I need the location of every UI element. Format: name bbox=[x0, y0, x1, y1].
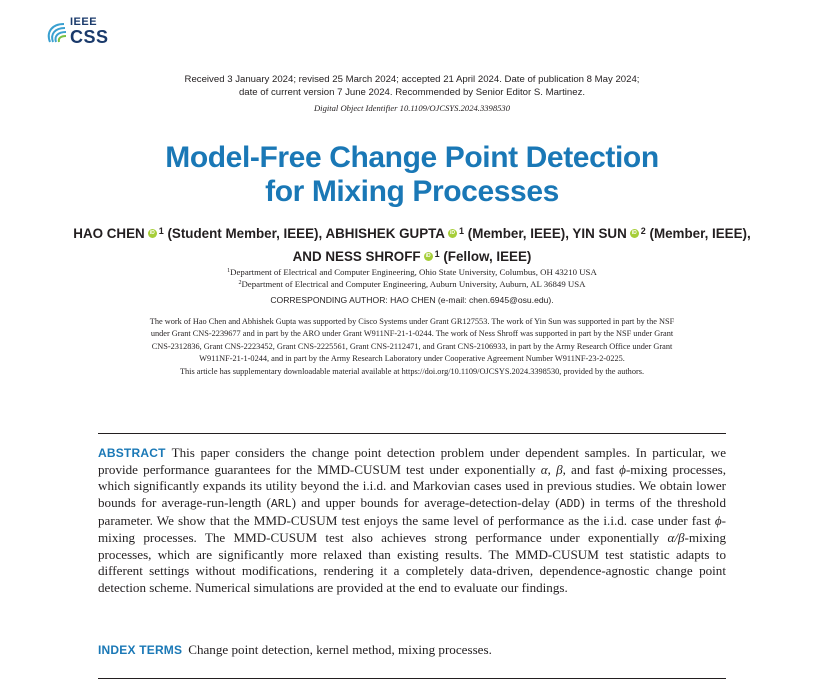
author-role: (Fellow, IEEE) bbox=[443, 249, 532, 264]
abstract-text: , bbox=[547, 461, 557, 477]
funding-line: CNS-2312836, Grant CNS-2223452, Grant CNS-2225561, Grant CNS-2112471, and Grant CNS-2106933, in part by the Army Research Office under Grant bbox=[151, 341, 673, 351]
orcid-icon[interactable]: iD bbox=[149, 230, 155, 236]
orcid-icon[interactable]: iD bbox=[631, 230, 637, 236]
symbol-alpha-beta: α/β bbox=[667, 529, 685, 545]
affiliation-text: Department of Electrical and Computer Engineering, Auburn University, Auburn, AL 36849 USA bbox=[241, 279, 586, 289]
index-terms-label: INDEX TERMS bbox=[98, 643, 183, 657]
affiliations bbox=[0, 266, 824, 290]
received-dates bbox=[0, 73, 824, 99]
divider-bottom bbox=[98, 678, 726, 679]
symbol-phi: ϕ bbox=[714, 513, 722, 529]
author-affil-num: 2 bbox=[640, 226, 646, 236]
funding-line: This article has supplementary downloadable material available at https://doi.org/10.1109/OJCSYS.2024.3398530, provided by the authors. bbox=[179, 366, 645, 376]
author-name: YIN SUN bbox=[572, 226, 627, 241]
corresponding-author: CORRESPONDING AUTHOR: HAO CHEN (e-mail: chen.6945@osu.edu). bbox=[270, 295, 554, 305]
author-list bbox=[30, 221, 794, 267]
logo-text-css: CSS bbox=[70, 27, 109, 47]
abstract-text: -mixing processes, which are significantly more relaxed than existing results. The MMD-CUSUM test statistic adapts to different settings without modifications, rendering it a completely data-driven, dependence-agnostic change point detection scheme. Numerical simulations are provided at the end to evaluate our findings. bbox=[98, 529, 726, 595]
title-line-1: Model-Free Change Point Detection bbox=[165, 141, 659, 174]
author-name: AND NESS SHROFF bbox=[292, 249, 421, 264]
author-name: HAO CHEN bbox=[73, 226, 145, 241]
affiliation-num: 1 bbox=[227, 268, 231, 274]
doi: Digital Object Identifier 10.1109/OJCSYS.2024.3398530 bbox=[313, 103, 511, 113]
abstract-label: ABSTRACT bbox=[98, 446, 166, 460]
author-role: (Member, IEEE), bbox=[467, 226, 569, 241]
abstract-text: This paper considers the change point detection problem under dependent samples. In particular, we provide performance guarantees for the MMD-CUSUM test under exponentially bbox=[98, 445, 726, 477]
received-line-1: Received 3 January 2024; revised 25 March 2024; accepted 21 April 2024. Date of publication 8 May 2024; bbox=[184, 74, 640, 85]
term-add: ADD bbox=[559, 497, 581, 511]
abstract-text: -mixing processes, which significantly expands its utility beyond the i.i.d. and Markovian cases used in previous studies. We obtain lower bounds for average-run-length ( bbox=[98, 461, 727, 510]
term-arl: ARL bbox=[270, 497, 292, 511]
symbol-phi: ϕ bbox=[619, 461, 626, 477]
orcid-icon[interactable]: iD bbox=[425, 253, 431, 259]
logo-swoosh-icon bbox=[44, 20, 68, 46]
index-terms-text: Change point detection, kernel method, mixing processes. bbox=[188, 642, 492, 657]
ieee-css-logo bbox=[44, 14, 114, 50]
index-terms bbox=[98, 642, 726, 658]
author-affil-num: 1 bbox=[434, 249, 440, 259]
orcid-icon[interactable]: iD bbox=[449, 230, 455, 236]
affiliation bbox=[0, 266, 824, 278]
symbol-alpha: α bbox=[540, 461, 548, 477]
author-role: (Member, IEEE), bbox=[649, 226, 751, 241]
logo-text-ieee: IEEE bbox=[70, 16, 98, 28]
abstract-text: -mixing processes. The MMD-CUSUM test also achieves strong performance under exponentially bbox=[98, 513, 726, 545]
affiliation bbox=[0, 278, 824, 290]
funding-line: under Grant CNS-2239677 and in part by the ARO under Grant W911NF-21-1-0244. The work of Ness Shroff was supported in part by the NSF under Grant bbox=[150, 329, 674, 339]
divider-top bbox=[98, 433, 726, 434]
author-affil-num: 1 bbox=[458, 226, 464, 236]
title-line-2: for Mixing Processes bbox=[265, 175, 559, 208]
symbol-beta: β bbox=[556, 461, 563, 477]
received-line-2: date of current version 7 June 2024. Recommended by Senior Editor S. Martinez. bbox=[238, 87, 586, 98]
affiliation-text: Department of Electrical and Computer Engineering, Ohio State University, Columbus, OH 43210 USA bbox=[230, 267, 597, 277]
author-name: ABHISHEK GUPTA bbox=[325, 226, 445, 241]
abstract bbox=[98, 445, 726, 596]
abstract-text: ) in terms of the threshold parameter. We show that the MMD-CUSUM test enjoys the same level of performance as the i.i.d. case under fast bbox=[98, 494, 726, 529]
paper-title bbox=[0, 141, 824, 209]
author-affil-num: 1 bbox=[158, 226, 164, 236]
affiliation-num: 2 bbox=[238, 280, 242, 286]
funding-line: The work of Hao Chen and Abhishek Gupta was supported by Cisco Systems under Grant GR127553. The work of Yin Sun was supported in part by the NSF bbox=[149, 317, 675, 326]
abstract-text: , and fast bbox=[562, 461, 620, 477]
abstract-text: ) and upper bounds for average-detection-delay ( bbox=[291, 494, 560, 510]
funding-note bbox=[104, 316, 720, 378]
funding-line: W911NF-21-1-0244, and in part by the Army Research Laboratory under Cooperative Agreement Number W911NF-23-2-0225. bbox=[199, 354, 625, 364]
author-role: (Student Member, IEEE), bbox=[167, 226, 323, 241]
